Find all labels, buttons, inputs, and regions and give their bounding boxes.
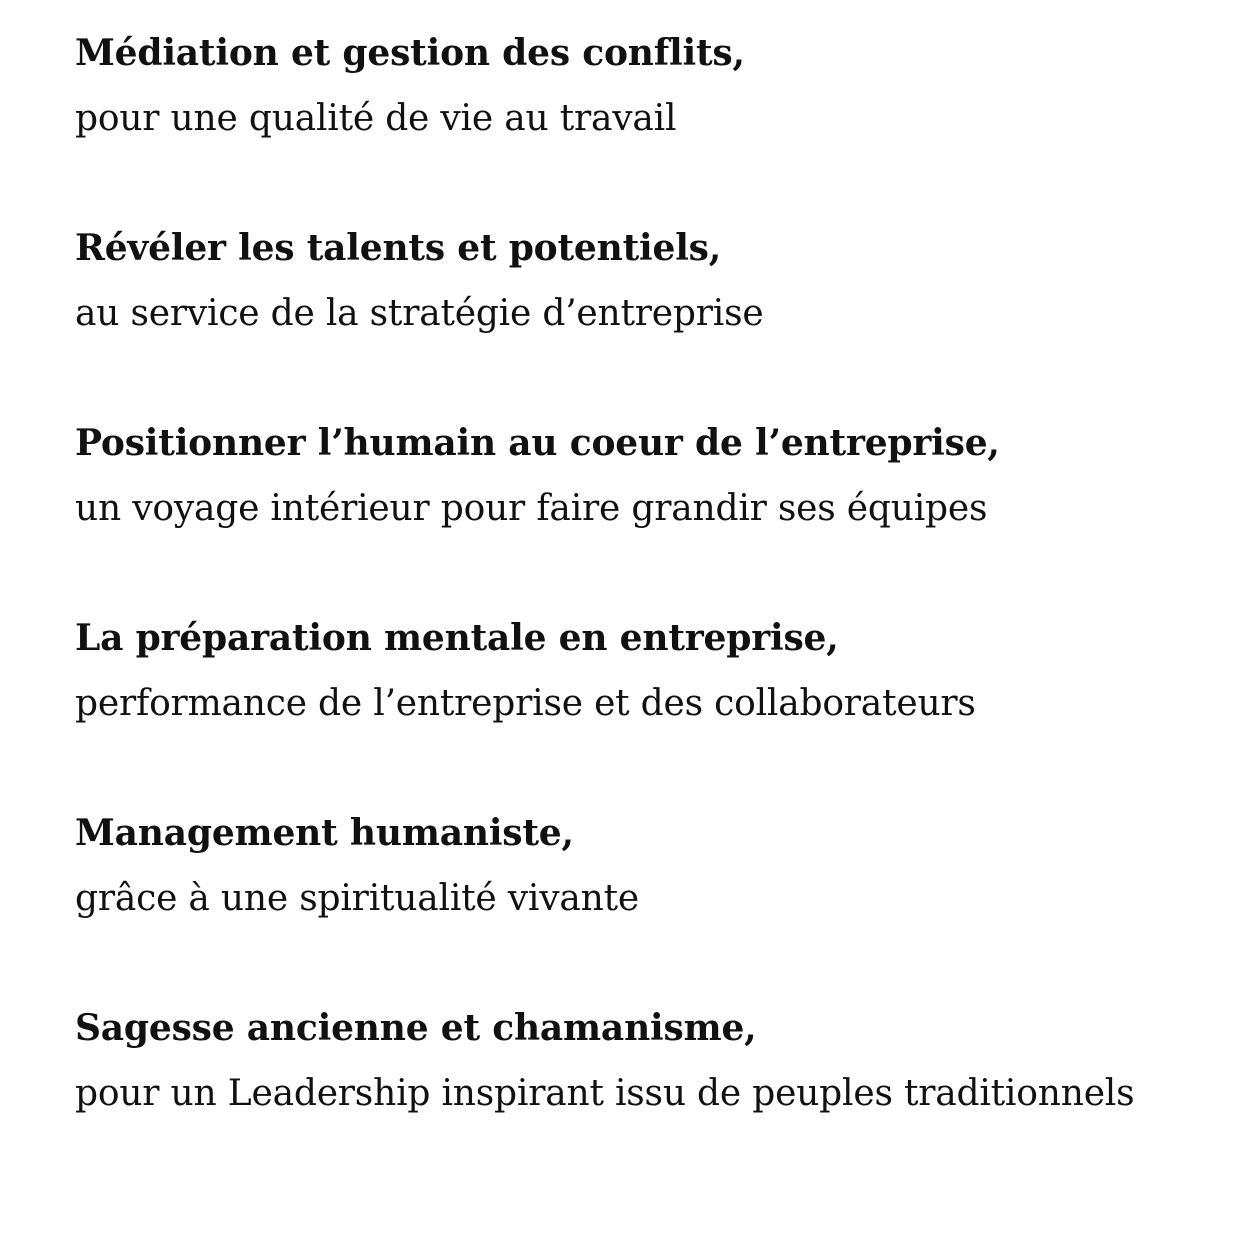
service-subtitle: pour une qualité de vie au travail [75,98,677,139]
service-subtitle: grâce à une spiritualité vivante [75,878,639,919]
service-entry-mediation [75,21,1175,151]
service-title: Management humaniste, [75,812,574,854]
service-entry-mental-preparation [75,606,1175,736]
service-subtitle: au service de la stratégie d’entreprise [75,293,764,334]
service-subtitle: performance de l’entreprise et des collaborateurs [75,683,976,724]
service-title: La préparation mentale en entreprise, [75,617,839,659]
service-title: Révéler les talents et potentiels, [75,227,722,269]
service-title: Positionner l’humain au coeur de l’entreprise, [75,422,1000,464]
service-title: Médiation et gestion des conflits, [75,32,745,74]
service-entry-humanist-management [75,801,1175,931]
service-subtitle: un voyage intérieur pour faire grandir ses équipes [75,488,988,529]
service-title: Sagesse ancienne et chamanisme, [75,1007,757,1049]
service-subtitle: pour un Leadership inspirant issu de peuples traditionnels [75,1073,1135,1114]
service-list [75,21,1175,1126]
service-entry-talents [75,216,1175,346]
service-entry-human-centered [75,411,1175,541]
service-entry-ancient-wisdom [75,996,1175,1126]
